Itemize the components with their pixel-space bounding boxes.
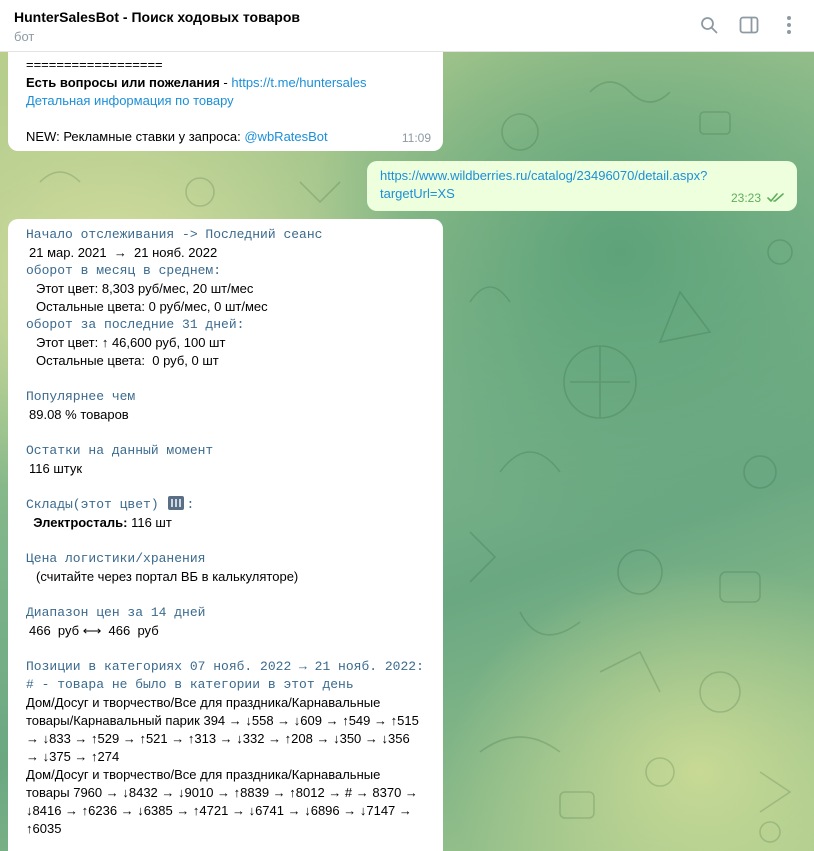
detail-info-link[interactable]: Детальная информация по товару [26, 93, 234, 108]
header-actions [698, 14, 800, 36]
message-time-outgoing [731, 189, 785, 207]
price-range-heading: Диапазон цен за 14 дней [26, 605, 206, 620]
tracking-heading: Начало отслеживания -> Последний сеанс [26, 227, 323, 242]
positions-note: # - товара не было в категории в этот день [26, 677, 354, 692]
chat-title[interactable]: HunterSalesBot - Поиск ходовых товаров [14, 9, 300, 25]
chat-area[interactable] [0, 52, 814, 851]
month-other-colors: Остальные цвета: 0 руб/мес, 0 шт/мес [36, 299, 268, 314]
questions-dash: - [219, 75, 232, 90]
double-check-icon [767, 193, 785, 203]
blank-line [26, 110, 425, 128]
product-link-line-1[interactable]: https://www.wildberries.ru/catalog/23496070/detail.aspx? [380, 168, 708, 183]
outgoing-time: 23:23 [730, 191, 761, 205]
last31-this-color: Этот цвет: ↑ 46,600 руб, 100 шт [36, 335, 226, 350]
warehouse-name: Электросталь: [33, 515, 128, 530]
rates-bot-link[interactable]: @wbRatesBot [244, 129, 328, 144]
chat-header [0, 0, 814, 52]
month-this-color: Этот цвет: 8,303 руб/мес, 20 шт/мес [36, 281, 254, 296]
blank-line [26, 424, 425, 442]
separator-text: ================== [26, 57, 163, 72]
popular-value: 89.08 % товаров [29, 407, 129, 422]
blank-line [26, 532, 425, 550]
last31-other-colors: Остальные цвета: 0 руб, 0 шт [36, 353, 219, 368]
search-icon[interactable] [698, 14, 720, 36]
message-time: 11:09 [401, 131, 431, 145]
message-bubble-stats[interactable] [8, 219, 443, 851]
positions-category-1: Дом/Досуг и творчество/Все для праздника/Карнавальные товары/Карнавальный парик 394 → ↓558 → ↓609 → ↑549 → ↑515 → ↓833 → ↑529 → ↑521 → ↑313 → ↓332 → ↑208 → ↓350 → ↓356 → ↓375 → ↑274 [26, 695, 419, 764]
stock-value: 116 штук [29, 461, 83, 476]
chat-subtitle: бот [14, 29, 35, 44]
questions-line [26, 74, 425, 92]
more-vertical-icon[interactable] [778, 14, 800, 36]
ads-text: NEW: Рекламные ставки у запроса: [26, 129, 245, 144]
product-link-line-2[interactable]: targetUrl=XS [380, 186, 455, 201]
logistics-value: (считайте через портал ВБ в калькуляторе) [36, 569, 299, 584]
popular-heading: Популярнее чем [26, 389, 136, 404]
logistics-heading: Цена логистики/хранения [26, 551, 206, 566]
last31-heading: оборот за последние 31 дней: [26, 317, 245, 332]
message-bubble-1[interactable] [8, 52, 443, 151]
warehouse-heading [26, 496, 425, 514]
office-building-icon [168, 496, 184, 510]
ads-line [26, 128, 425, 146]
blank-line [26, 478, 425, 496]
positions-heading: Позиции в категориях 07 нояб. 2022 → 21 нояб. 2022: [26, 659, 424, 674]
stock-heading: Остатки на данный момент [26, 443, 214, 458]
blank-line [26, 586, 425, 604]
blank-line [26, 640, 425, 658]
price-range-value: 466 руб ⟷ 466 руб [29, 623, 159, 638]
questions-label: Есть вопросы или пожелания [26, 75, 220, 90]
warehouse-entry [26, 514, 425, 532]
blank-line [26, 370, 425, 388]
support-link[interactable]: https://t.me/huntersales [231, 75, 367, 90]
month-heading: оборот в месяц в среднем: [26, 263, 222, 278]
message-bubble-outgoing[interactable] [367, 161, 797, 211]
positions-category-2: Дом/Досуг и творчество/Все для праздника/Карнавальные товары 7960 → ↓8432 → ↓9010 → ↑8839 → ↑8012 → # → 8370 → ↓8416 → ↑6236 → ↓6385 → ↑4721 → ↓6741 → ↓6896 → ↓7147 → ↑6035 [26, 767, 418, 836]
warehouse-value: 116 шт [127, 515, 172, 530]
warehouse-heading-colon: : [186, 497, 195, 512]
tracking-value: 21 мар. 2021 → 21 нояб. 2022 [29, 245, 218, 260]
warehouse-heading-text: Склады(этот цвет) [26, 497, 159, 512]
sidebar-toggle-icon[interactable] [738, 14, 760, 36]
